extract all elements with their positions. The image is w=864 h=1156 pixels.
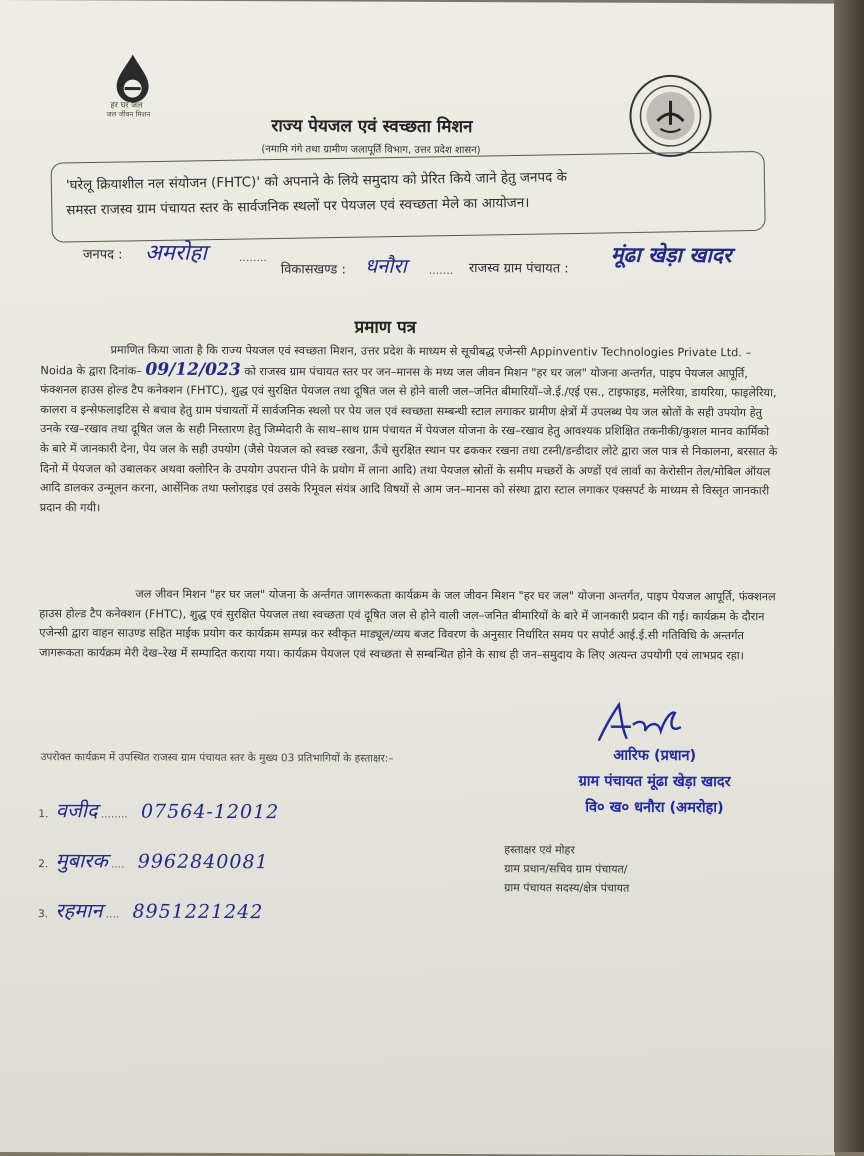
- block-dots: .......: [428, 263, 454, 277]
- mission-title: राज्य पेयजल एवं स्वच्छता मिशन: [271, 116, 473, 138]
- district-dots: ........: [238, 251, 267, 265]
- logo-caption-2: जल जीवन मिशन: [106, 110, 151, 119]
- participant-name: वजीद: [55, 798, 98, 823]
- footer-line-2: ग्राम प्रधान/सचिव ग्राम पंचायत/: [504, 862, 628, 876]
- certificate-paragraph-2: [39, 584, 779, 666]
- jal-jeevan-mission-logo: [102, 50, 172, 130]
- participant-phone: 8951221242: [132, 900, 264, 924]
- banner-line-2: समस्त राजस्व ग्राम पंचायत स्तर के सार्वजनिक स्थलों पर पेयजल एवं स्वच्छता मेले का आयोजन।: [66, 194, 530, 219]
- paragraph-1-body: को राजस्व ग्राम पंचायत स्तर पर जन–मानस के मध्य जल जीवन मिशन "हर घर जल" योजना अन्तर्गत, पाइप पेयजल आपूर्ति, फंक्शनल हाउस होल्ड टैप कनेक्शन (FHTC), शुद्ध एवं सुरक्षित पेयजल तथा दूषित जल से होने वाली जल–जनित बीमारियों–जे.ई./एई एस., टाइफाइड, मलेरिया, डायरिया, फाइलेरिया, कालरा व इन्सेफलाइटिस से बचाव हेतु ग्राम पंचायतों में सार्वजनिक स्थलो पर पेय जल एवं स्वच्छता सम्बन्धी स्टाल लगाकर ग्रामीण क्षेत्रों में उपलब्ध पेय जल स्रोतों के सही उपयोग हेतु उनके रख–रखाव तथा दूषित जल के सही निस्तारण हेतु जिम्मेदारी के साथ–साथ ग्राम पंचायत में पेयजल योजना के रख–रखाव हेतु आवश्यक प्रशिक्षित तकनीकी/कुशल मानव कार्मिको के बारे में जानकारी देना, पेय जल के सही उपयोग (जैसे पेयजल को स्वच्छ रखना, ऊँचे सुरक्षित स्थान पर ढककर रखना तथा टस्नी/डन्डीदार लोटे द्वारा जल पात्र से निकालना, बरसात के दिनो में पेयजल को उबालकर अथवा क्लोरिन के उपयोग उपरान्त पीने के प्रयोग में लाना आदि) तथा पेयजल स्रोतों के समीप मच्छरों के अण्डों एवं लार्वा का केरोसीन तेल/मोबिल ऑयल आदि डालकर उन्मूलन करना, आर्सेनिक तथा फ्लोराइड एवं उसके रिमूवल संयंत्र आदि विषयों से आम जन–मानस को संस्था द्वारा स्टाल लगाकर एक्सपर्ट के माध्यम से विस्तृत जानकारी प्रदान की गयी।: [39, 364, 778, 515]
- footer-line-3: ग्राम पंचायत सदस्य/क्षेत्र पंचायत: [504, 881, 630, 895]
- certificate-paragraph-1: [40, 340, 781, 521]
- participant-phone: 07564-12012: [140, 800, 280, 824]
- participant-phone: 9962840081: [137, 850, 269, 874]
- participant-row: 1. वजीद ........ 07564-12012: [38, 798, 280, 824]
- paragraph-2-text: जल जीवन मिशन "हर घर जल" योजना के अर्न्तगत जागरूकता कार्यक्रम के जल जीवन मिशन "हर घर जल" योजना अन्तर्गत, पाइप पेयजल आपूर्ति, फंक्शनल हाउस होल्ड टैप कनेक्शन (FHTC), शुद्ध एवं सुरक्षित पेयजल तथा स्वच्छता एवं दूषित जल से होने वाली जल–जनित बीमारियों के बारे में जानकारी प्रदान की गई। कार्यक्रम के दौरान एजेन्सी द्वारा वाहन साउण्ड सहित माईक प्रयोग कर कार्यक्रम सम्पन्न कर स्वीकृत माड्यूल/व्यय बजट विवरण के अनुसार निर्धारित समय पर सपोर्ट आई.ई.सी गतिविधि के अन्तर्गत जागरूकता कार्यक्रम मेरी देख–रेख में सम्पादित कराया गया। कार्यक्रम पेयजल एवं स्वच्छता से सम्बन्धित होने के साथ ही जन–समुदाय के लिए अत्यन्त उपयोगी एवं लाभप्रद रहा।: [39, 587, 776, 663]
- participant-number: 2.: [38, 858, 49, 871]
- participant-name: रहमान: [55, 898, 103, 923]
- pradhan-stamp: [544, 742, 764, 821]
- district-label: जनपद :: [82, 247, 123, 263]
- panchayat-value: मूंढा खेड़ा खादर: [610, 241, 732, 268]
- footer-line-1: हस्ताक्षर एवं मोहर: [504, 843, 575, 857]
- department-subtitle: (नमामि गंगे तथा ग्रामीण जलापूर्ति विभाग, उत्तर प्रदेश शासन): [261, 144, 481, 157]
- event-banner: [51, 151, 766, 243]
- logo-caption-1: हर घर जल: [110, 100, 143, 110]
- stamp-line-1: आरिफ (प्रधान): [613, 747, 697, 765]
- participants-note: उपरोक्त कार्यक्रम में उपस्थित राजस्व ग्राम पंचायत स्तर के मुख्य 03 प्रतिभागियों के हस्ताक्षर:–: [40, 751, 394, 765]
- stamp-line-2: ग्राम पंचायत मूंढा खेड़ा खादर: [578, 773, 731, 791]
- participant-number: 1.: [38, 808, 49, 821]
- participant-row: 2. मुबारक .... 9962840081: [38, 848, 269, 874]
- banner-line-1: 'घरेलू क्रियाशील नल संयोजन (FHTC)' को अपनाने के लिये समुदाय को प्रेरित किये जाने हेतु जनपद के: [65, 169, 568, 194]
- participant-number: 3.: [37, 908, 49, 921]
- district-value: अमरोहा: [144, 240, 207, 266]
- up-government-emblem: [627, 73, 713, 159]
- participant-row: 3. रहमान .... 8951221242: [37, 898, 264, 924]
- table-background: [834, 0, 864, 1152]
- participant-name: मुबारक: [55, 848, 108, 873]
- panchayat-label: राजस्व ग्राम पंचायत :: [468, 261, 569, 277]
- block-value: धनौरा: [364, 253, 407, 278]
- signature-footer: [504, 840, 764, 898]
- event-date: 09/12/023: [145, 359, 241, 380]
- block-label: विकासखण्ड :: [280, 262, 346, 278]
- certificate-heading: प्रमाण पत्र: [354, 317, 417, 338]
- paragraph-1-intro: प्रमाणित किया जाता है कि राज्य पेयजल एवं स्वच्छता मिशन, उत्तर प्रदेश के माध्यम से सूचीबद्ध एजेन्सी Appinventiv Technologies Private Ltd. – Noida के द्वारा दिनांक–: [40, 343, 752, 378]
- stamp-line-3: वि० ख० धनौरा (अमरोहा): [585, 799, 724, 817]
